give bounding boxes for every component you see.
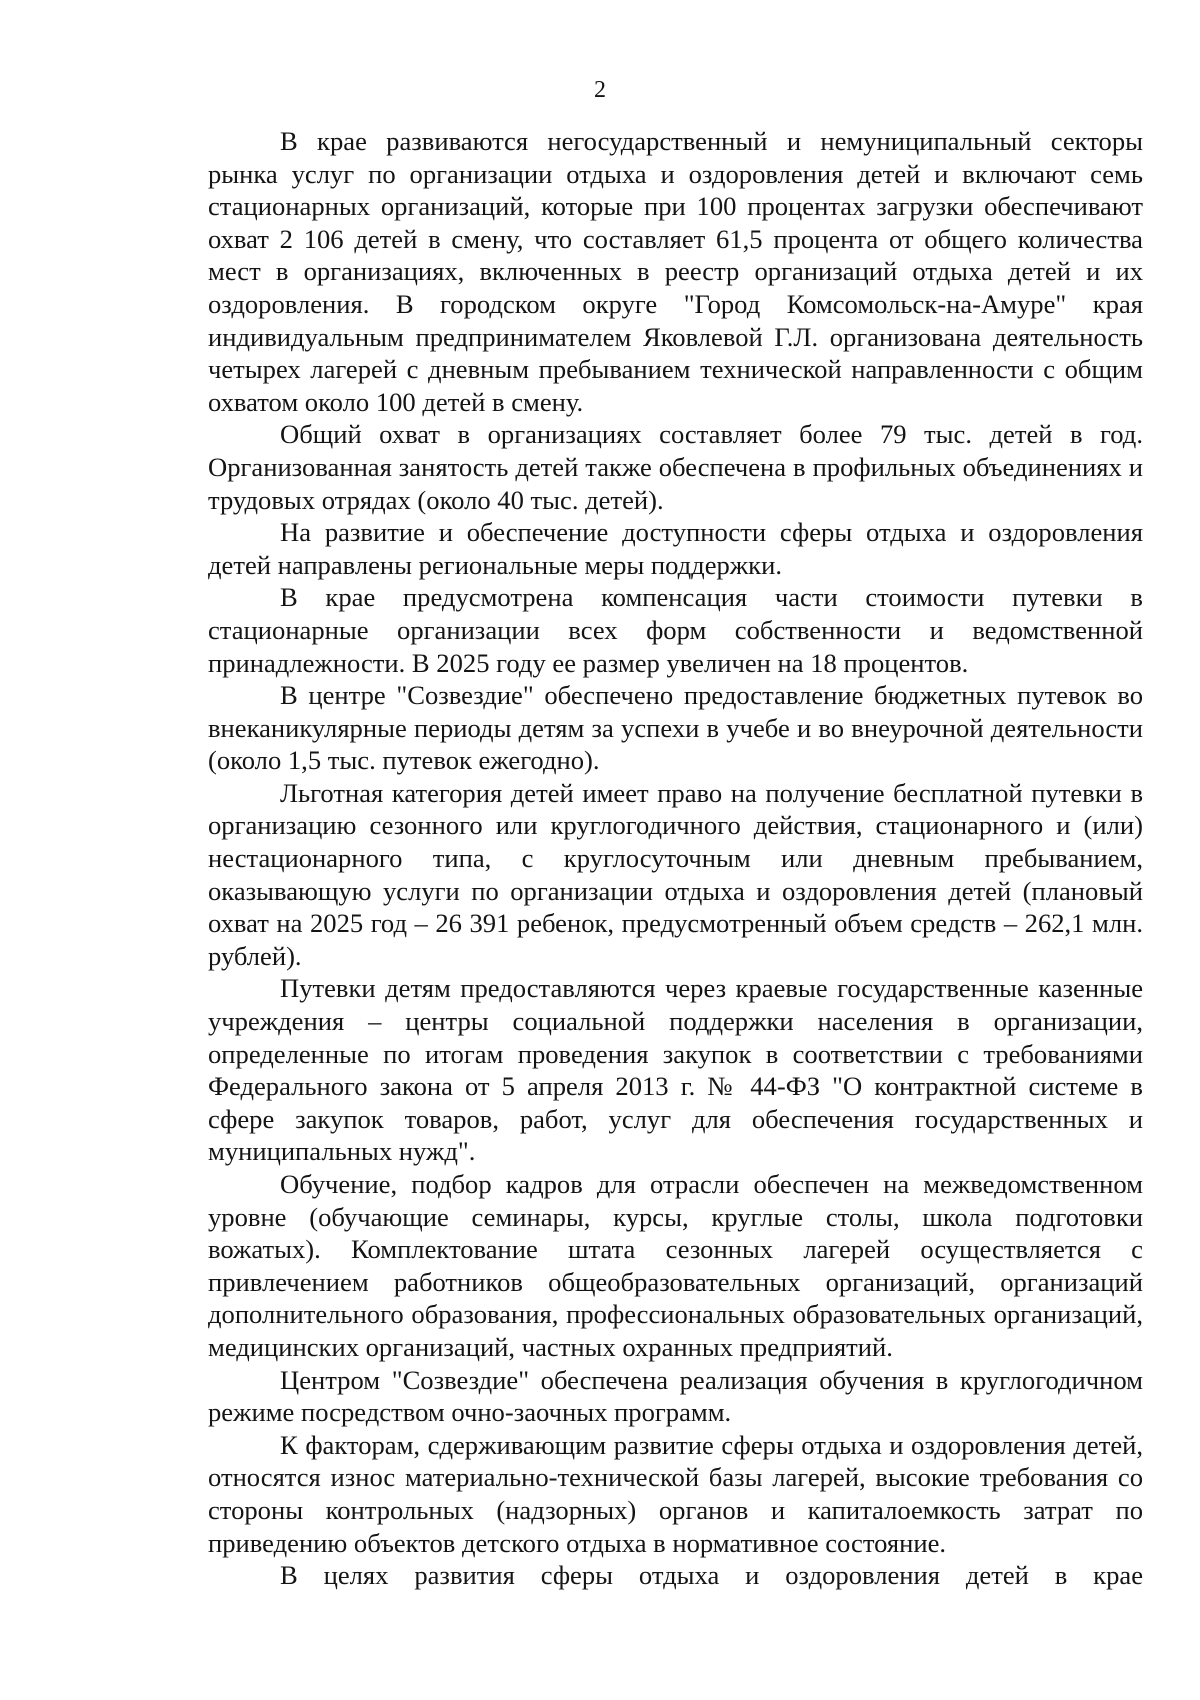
- paragraph-staff-training: Обучение, подбор кадров для отрасли обеспечен на межведомственном уровне (обучающие семинары, курсы, круглые столы, школа подготовки вожатых). Комплектование штата сезонных лагерей осуществляется с привлечением работников общеобразовательных организаций, организаций дополнительного образования, профессиональных образовательных организаций, медицинских организаций, частных охранных предприятий.: [208, 1169, 1143, 1362]
- paragraph-limiting-factors: К факторам, сдерживающим развитие сферы отдыха и оздоровления детей, относятся износ материально-технической базы лагерей, высокие требования со стороны контрольных (надзорных) органов и капиталоемкость затрат по приведению объектов детского отдыха в нормативное состояние.: [208, 1429, 1143, 1558]
- paragraph-sozvezdie-training: Центром "Созвездие" обеспечена реализация обучения в круглогодичном режиме посредством очно-заочных программ.: [208, 1364, 1143, 1428]
- paragraph-free-vouchers: Льготная категория детей имеет право на получение бесплатной путевки в организацию сезонного или круглогодичного действия, стационарного и (или) нестационарного типа, с круглосуточным или дневным пребыванием, оказывающую услуги по организации отдыха и оздоровления детей (плановый охват на 2025 год – 26 391 ребенок, предусмотренный объем средств – 262,1 млн. рублей).: [208, 777, 1143, 971]
- paragraph-development-goals: В целях развития сферы отдыха и оздоровления детей в крае: [280, 1560, 1143, 1591]
- document-body: [208, 125, 1143, 1592]
- paragraph-total-coverage: Общий охват в организациях составляет более 79 тыс. детей в год. Организованная занятость детей также обеспечена в профильных объединениях и трудовых отрядах (около 40 тыс. детей).: [208, 419, 1143, 515]
- paragraph-voucher-distribution: Путевки детям предоставляются через краевые государственные казенные учреждения – центры социальной поддержки населения в организации, определенные по итогам проведения закупок в соответствии с требованиями Федерального закона от 5 апреля 2013 г. № 44-ФЗ "О контрактной системе в сфере закупок товаров, работ, услуг для обеспечения государственных и муниципальных нужд".: [208, 973, 1143, 1167]
- paragraph-sozvezdie-vouchers: В центре "Созвездие" обеспечено предоставление бюджетных путевок во внеканикулярные периоды детям за успехи в учебе и во внеурочной деятельности (около 1,5 тыс. путевок ежегодно).: [208, 680, 1143, 776]
- page-number: 2: [594, 77, 606, 103]
- paragraph-voucher-compensation: В крае предусмотрена компенсация части стоимости путевки в стационарные организации всех форм собственности и ведомственной принадлежности. В 2025 году ее размер увеличен на 18 процентов.: [208, 582, 1143, 678]
- paragraph-nongovernment-sector: В крае развиваются негосударственный и немуниципальный секторы рынка услуг по организации отдыха и оздоровления детей и включают семь стационарных организаций, которые при 100 процентах загрузки обеспечивают охват 2 106 детей в смену, что составляет 61,5 процента от общего количества мест в организациях, включенных в реестр организаций отдыха детей и их оздоровления. В городском округе "Город Комсомольск-на-Амуре" края индивидуальным предпринимателем Яковлевой Г.Л. организована деятельность четырех лагерей с дневным пребыванием технической направленности с общим охватом около 100 детей в смену.: [208, 126, 1143, 417]
- paragraph-support-measures: На развитие и обеспечение доступности сферы отдыха и оздоровления детей направлены региональные меры поддержки.: [208, 517, 1143, 580]
